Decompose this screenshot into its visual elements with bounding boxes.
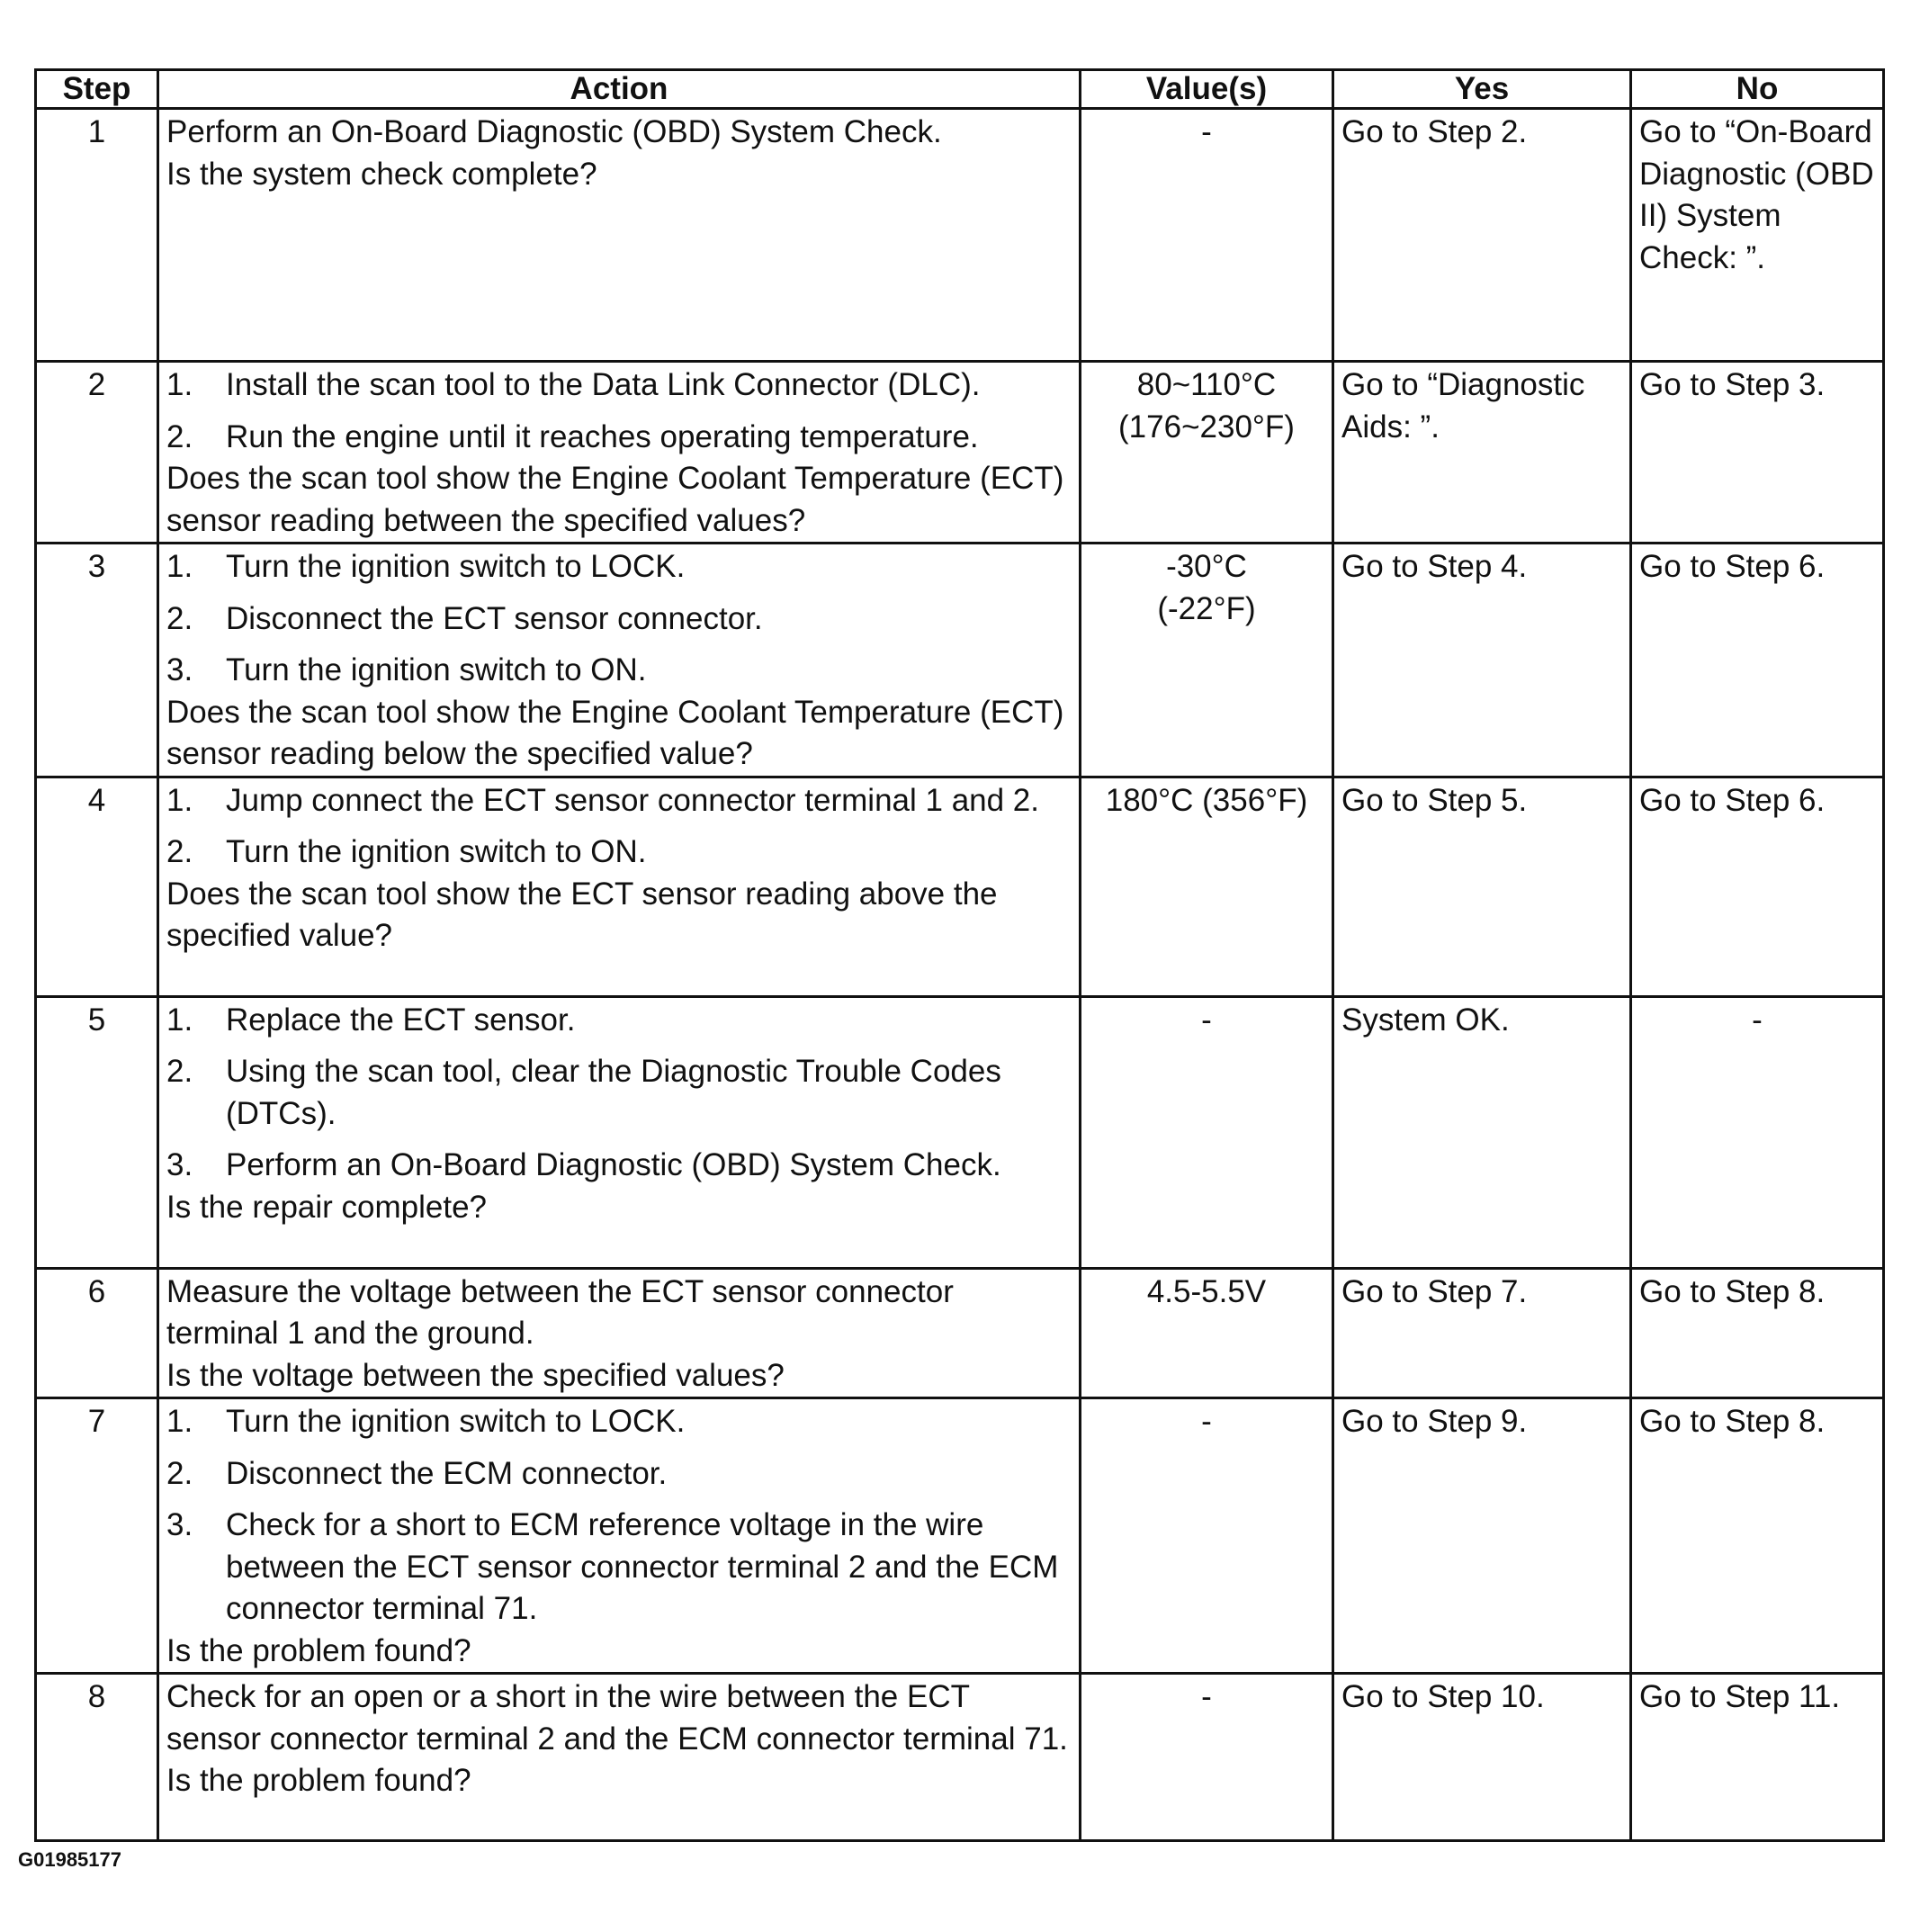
action-text: Check for an open or a short in the wire between the ECT sensor connector terminal 2 and the ECM connector terminal 71.	[166, 1679, 1068, 1757]
item-text: Check for a short to ECM reference voltage in the wire between the ECT sensor connector terminal 2 and the ECM connector terminal 71.	[226, 1507, 1059, 1626]
action-question: Is the problem found?	[166, 1763, 471, 1798]
action-question: Does the scan tool show the Engine Coolant Temperature (ECT) sensor reading between the specified values?	[166, 461, 1064, 538]
no-cell: Go to Step 8.	[1631, 1398, 1884, 1674]
step-number: 5	[36, 996, 158, 1268]
item-number: 1.	[166, 1404, 193, 1439]
yes-cell: Go to Step 4.	[1333, 544, 1631, 777]
values-cell	[1081, 1268, 1333, 1398]
step-number: 7	[36, 1398, 158, 1674]
values-cell	[1081, 996, 1333, 1268]
action-cell	[158, 544, 1081, 777]
item-text: Disconnect the ECM connector.	[226, 1455, 668, 1491]
item-number: 2.	[166, 1054, 193, 1089]
step-number: 3	[36, 544, 158, 777]
list-item	[166, 831, 1072, 874]
item-number: 1.	[166, 1002, 193, 1038]
list-item	[166, 1505, 1072, 1631]
item-number: 3.	[166, 652, 193, 687]
item-text: Jump connect the ECT sensor connector terminal 1 and 2.	[226, 782, 1040, 818]
no-cell: Go to Step 11.	[1631, 1674, 1884, 1841]
item-text: Perform an On-Board Diagnostic (OBD) System Check.	[226, 1147, 1001, 1182]
header-action: Action	[158, 70, 1081, 109]
action-question: Does the scan tool show the ECT sensor reading above the specified value?	[166, 876, 998, 953]
value-text: 180°C (356°F)	[1105, 782, 1308, 818]
item-text: Replace the ECT sensor.	[226, 1002, 576, 1038]
action-question: Is the system check complete?	[166, 156, 597, 192]
action-question: Does the scan tool show the Engine Coolant Temperature (ECT) sensor reading below the specified value?	[166, 694, 1064, 771]
action-question: Is the problem found?	[166, 1632, 471, 1668]
action-text: Perform an On-Board Diagnostic (OBD) System Check.	[166, 114, 942, 149]
item-text: Install the scan tool to the Data Link Connector (DLC).	[226, 367, 981, 402]
item-number: 2.	[166, 600, 193, 636]
table-row	[36, 777, 1884, 996]
value-text: 80~110°C	[1136, 367, 1277, 402]
action-cell	[158, 362, 1081, 544]
yes-cell: System OK.	[1333, 996, 1631, 1268]
yes-cell: Go to Step 5.	[1333, 777, 1631, 996]
list-item	[166, 1145, 1072, 1187]
diagnostic-table	[34, 68, 1885, 1842]
values-cell	[1081, 777, 1333, 996]
list-item	[166, 1000, 1072, 1042]
table-row	[36, 1674, 1884, 1841]
list-item	[166, 546, 1072, 589]
action-cell	[158, 109, 1081, 362]
table-row	[36, 996, 1884, 1268]
figure-code: G01985177	[18, 1848, 121, 1871]
yes-cell: Go to Step 2.	[1333, 109, 1631, 362]
value-text: -	[1201, 1002, 1212, 1038]
yes-cell: Go to Step 7.	[1333, 1268, 1631, 1398]
no-cell: Go to Step 6.	[1631, 544, 1884, 777]
action-question: Is the repair complete?	[166, 1189, 488, 1225]
values-cell	[1081, 362, 1333, 544]
list-item	[166, 364, 1072, 407]
values-cell	[1081, 544, 1333, 777]
item-number: 3.	[166, 1507, 193, 1542]
header-step: Step	[36, 70, 158, 109]
value-text: -	[1201, 1404, 1212, 1439]
values-cell	[1081, 1398, 1333, 1674]
action-cell	[158, 1398, 1081, 1674]
item-number: 2.	[166, 834, 193, 869]
item-text: Turn the ignition switch to LOCK.	[226, 549, 686, 584]
item-number: 2.	[166, 1455, 193, 1491]
list-item	[166, 598, 1072, 641]
table-row	[36, 544, 1884, 777]
item-number: 3.	[166, 1147, 193, 1182]
no-cell: Go to Step 3.	[1631, 362, 1884, 544]
table-row	[36, 1268, 1884, 1398]
item-text: Turn the ignition switch to ON.	[226, 834, 647, 869]
item-text: Turn the ignition switch to ON.	[226, 652, 647, 687]
item-number: 2.	[166, 418, 193, 454]
step-number: 2	[36, 362, 158, 544]
value-text: (176~230°F)	[1118, 409, 1295, 445]
header-no: No	[1631, 70, 1884, 109]
list-item	[166, 1051, 1072, 1135]
step-number: 6	[36, 1268, 158, 1398]
action-cell	[158, 996, 1081, 1268]
action-question: Is the voltage between the specified values?	[166, 1357, 785, 1393]
item-text: Run the engine until it reaches operating temperature.	[226, 418, 979, 454]
step-number: 4	[36, 777, 158, 996]
action-cell	[158, 1268, 1081, 1398]
action-cell	[158, 777, 1081, 996]
action-steps	[166, 1000, 1072, 1187]
value-text: 4.5-5.5V	[1146, 1273, 1267, 1309]
step-number: 1	[36, 109, 158, 362]
table-row	[36, 1398, 1884, 1674]
no-cell: Go to “On-Board Diagnostic (OBD II) System Check: ”.	[1631, 109, 1884, 362]
table-row	[36, 362, 1884, 544]
yes-cell: Go to Step 9.	[1333, 1398, 1631, 1674]
action-steps	[166, 1401, 1072, 1631]
value-text: -	[1201, 114, 1212, 149]
action-steps	[166, 780, 1072, 874]
no-cell: Go to Step 8.	[1631, 1268, 1884, 1398]
no-cell: -	[1631, 996, 1884, 1268]
list-item	[166, 780, 1072, 822]
action-steps	[166, 364, 1072, 458]
step-number: 8	[36, 1674, 158, 1841]
list-item	[166, 1401, 1072, 1443]
table-body	[36, 109, 1884, 1841]
value-text: (-22°F)	[1157, 590, 1256, 626]
list-item	[166, 650, 1072, 692]
no-cell: Go to Step 6.	[1631, 777, 1884, 996]
header-row	[36, 70, 1884, 109]
value-text: -30°C	[1166, 549, 1247, 584]
action-steps	[166, 546, 1072, 692]
list-item	[166, 1453, 1072, 1496]
table-row	[36, 109, 1884, 362]
header-yes: Yes	[1333, 70, 1631, 109]
item-number: 1.	[166, 367, 193, 402]
yes-cell: Go to “Diagnostic Aids: ”.	[1333, 362, 1631, 544]
action-text: Measure the voltage between the ECT sensor connector terminal 1 and the ground.	[166, 1273, 954, 1351]
values-cell	[1081, 109, 1333, 362]
item-number: 1.	[166, 549, 193, 584]
list-item	[166, 417, 1072, 459]
values-cell	[1081, 1674, 1333, 1841]
item-text: Disconnect the ECT sensor connector.	[226, 600, 763, 636]
item-number: 1.	[166, 782, 193, 818]
action-cell	[158, 1674, 1081, 1841]
yes-cell: Go to Step 10.	[1333, 1674, 1631, 1841]
header-values: Value(s)	[1081, 70, 1333, 109]
value-text: -	[1201, 1679, 1212, 1714]
item-text: Using the scan tool, clear the Diagnostic Trouble Codes (DTCs).	[226, 1054, 1001, 1131]
item-text: Turn the ignition switch to LOCK.	[226, 1404, 686, 1439]
